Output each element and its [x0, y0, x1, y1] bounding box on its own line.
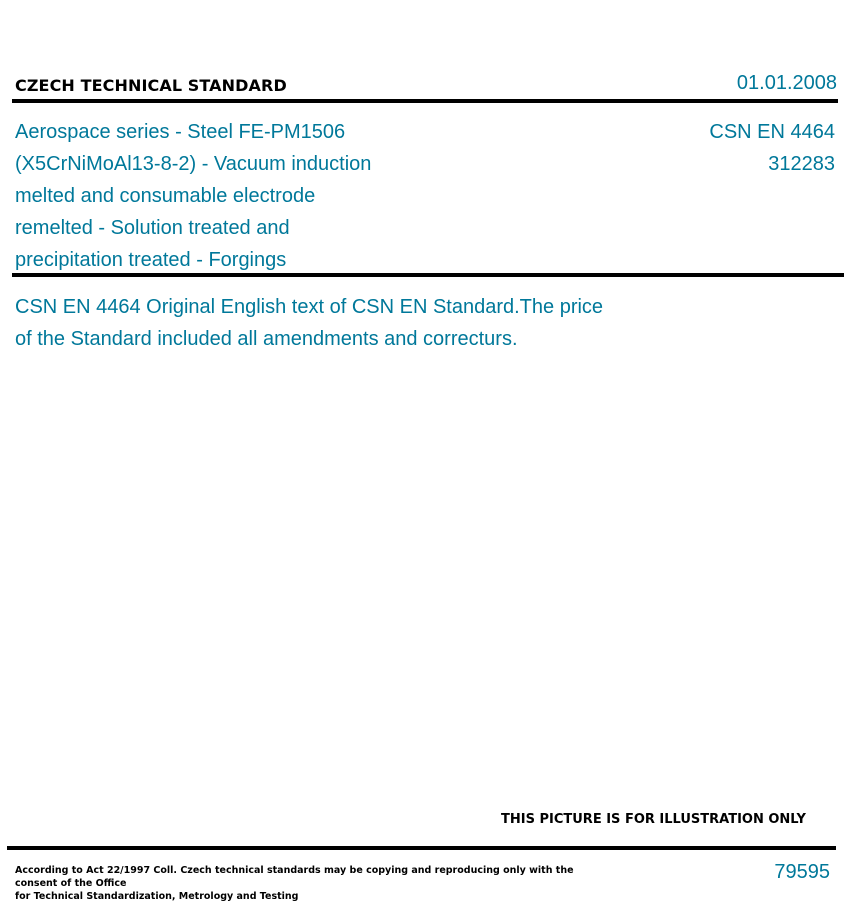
standard-identifiers: [709, 116, 835, 180]
title-line: remelted - Solution treated and: [15, 217, 290, 239]
title-line: precipitation treated - Forgings: [15, 249, 287, 271]
description-line: CSN EN 4464 Original English text of CSN EN Standard.The price: [15, 296, 604, 318]
standard-title: [15, 116, 435, 276]
class-number: 312283: [768, 153, 835, 175]
title-line: Aerospace series - Steel FE-PM1506: [15, 121, 346, 143]
illustration-note: THIS PICTURE IS FOR ILLUSTRATION ONLY: [501, 812, 806, 827]
title-divider: [12, 273, 844, 277]
description-line: of the Standard included all amendments and correcturs.: [15, 328, 518, 350]
header-divider: [12, 99, 838, 103]
publication-date: 01.01.2008: [736, 72, 837, 94]
legal-line: According to Act 22/1997 Coll. Czech technical standards may be copying and reproducing only with the consent of the Office: [15, 865, 574, 889]
footer-divider: [7, 846, 836, 850]
title-line: (X5CrNiMoAl13-8-2) - Vacuum induction: [15, 153, 372, 175]
standard-code: CSN EN 4464: [709, 121, 835, 143]
document-type-label: CZECH TECHNICAL STANDARD: [15, 76, 287, 95]
standard-description: [15, 291, 675, 355]
document-number: 79595: [774, 861, 830, 883]
legal-notice: [15, 864, 595, 903]
legal-line: for Technical Standardization, Metrology and Testing: [15, 891, 299, 902]
title-line: melted and consumable electrode: [15, 185, 316, 207]
